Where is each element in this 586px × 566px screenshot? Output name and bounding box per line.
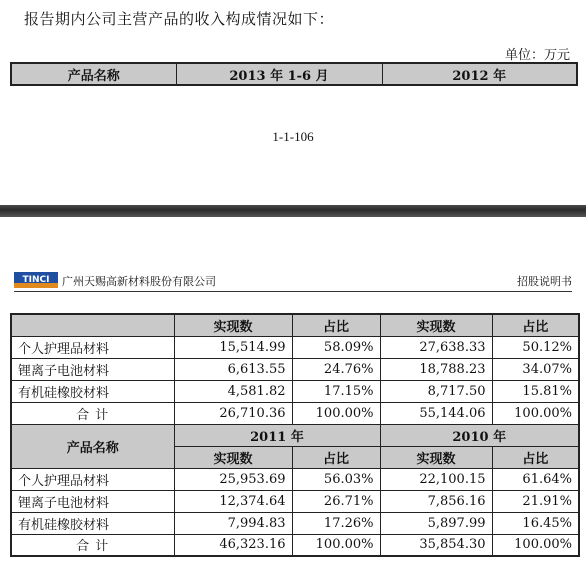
total-label: 合 计: [11, 402, 174, 424]
table-row: [11, 336, 579, 358]
page-gap: [0, 217, 586, 227]
header-2013h1: 2013 年 1-6 月: [176, 63, 382, 85]
header-amount: 实现数: [380, 314, 492, 336]
amount-cell: 7,856.16: [380, 490, 492, 512]
share-cell: 56.03%: [292, 468, 380, 490]
share-cell: 17.15%: [292, 380, 380, 402]
page-break-divider: [0, 205, 586, 217]
share-cell: 16.45%: [492, 512, 579, 534]
header-amount: 实现数: [174, 314, 292, 336]
share-cell: 50.12%: [492, 336, 579, 358]
share-cell: 26.71%: [292, 490, 380, 512]
share-cell: 100.00%: [492, 402, 579, 424]
unit-label: 单位：万元: [504, 48, 570, 63]
amount-cell: 25,953.69: [174, 468, 292, 490]
page-number: 1-1-106: [272, 129, 314, 144]
amount-cell: 12,374.64: [174, 490, 292, 512]
share-cell: 100.00%: [292, 534, 380, 556]
product-name: 个人护理品材料: [11, 468, 174, 490]
intro-text: 报告期内公司主营产品的收入构成情况如下：: [24, 10, 335, 28]
amount-cell: 27,638.33: [380, 336, 492, 358]
total-row: [11, 534, 579, 556]
table-row: [11, 490, 579, 512]
document-type: 招股说明书: [517, 275, 572, 288]
header-product-name: 产品名称: [11, 424, 174, 468]
table-row: [11, 380, 579, 402]
revenue-table: [10, 313, 580, 557]
year-header-row: [11, 424, 579, 446]
header-share: 占比: [492, 446, 579, 468]
table-row: [11, 512, 579, 534]
amount-cell: 22,100.15: [380, 468, 492, 490]
share-cell: 100.00%: [492, 534, 579, 556]
share-cell: 61.64%: [492, 468, 579, 490]
total-label: 合 计: [11, 534, 174, 556]
amount-cell: 26,710.36: [174, 402, 292, 424]
share-cell: 15.81%: [492, 380, 579, 402]
header-amount: 实现数: [174, 446, 292, 468]
header-2010: 2010 年: [380, 424, 579, 446]
amount-cell: 7,994.83: [174, 512, 292, 534]
share-cell: 100.00%: [292, 402, 380, 424]
share-cell: 34.07%: [492, 358, 579, 380]
header-2012: 2012 年: [382, 63, 577, 85]
header-rule: [14, 291, 572, 292]
header-product-name: 产品名称: [11, 63, 176, 85]
table-subheader-row: [11, 314, 579, 336]
table-row: [11, 358, 579, 380]
product-name: 锂离子电池材料: [11, 490, 174, 512]
product-name: 锂离子电池材料: [11, 358, 174, 380]
header-share: 占比: [292, 446, 380, 468]
company-logo: [14, 272, 58, 288]
amount-cell: 8,717.50: [380, 380, 492, 402]
amount-cell: 6,613.55: [174, 358, 292, 380]
total-row: [11, 402, 579, 424]
product-name: 个人护理品材料: [11, 336, 174, 358]
share-cell: 24.76%: [292, 358, 380, 380]
header-share: 占比: [492, 314, 579, 336]
amount-cell: 18,788.23: [380, 358, 492, 380]
company-name: 广州天赐高新材料股份有限公司: [62, 275, 216, 288]
amount-cell: 55,144.06: [380, 402, 492, 424]
amount-cell: 35,854.30: [380, 534, 492, 556]
header-share: 占比: [292, 314, 380, 336]
previous-page: [0, 0, 586, 205]
amount-cell: 5,897.99: [380, 512, 492, 534]
share-cell: 21.91%: [492, 490, 579, 512]
product-name: 有机硅橡胶材料: [11, 380, 174, 402]
table-row: [11, 468, 579, 490]
header-amount: 实现数: [380, 446, 492, 468]
amount-cell: 15,514.99: [174, 336, 292, 358]
running-header: [14, 272, 572, 290]
product-name: 有机硅橡胶材料: [11, 512, 174, 534]
amount-cell: 46,323.16: [174, 534, 292, 556]
header-2011: 2011 年: [174, 424, 380, 446]
table-header-continued: [10, 62, 578, 86]
share-cell: 58.09%: [292, 336, 380, 358]
amount-cell: 4,581.82: [174, 380, 292, 402]
logo-text: TINCI: [22, 275, 50, 285]
header-blank: [11, 314, 174, 336]
share-cell: 17.26%: [292, 512, 380, 534]
